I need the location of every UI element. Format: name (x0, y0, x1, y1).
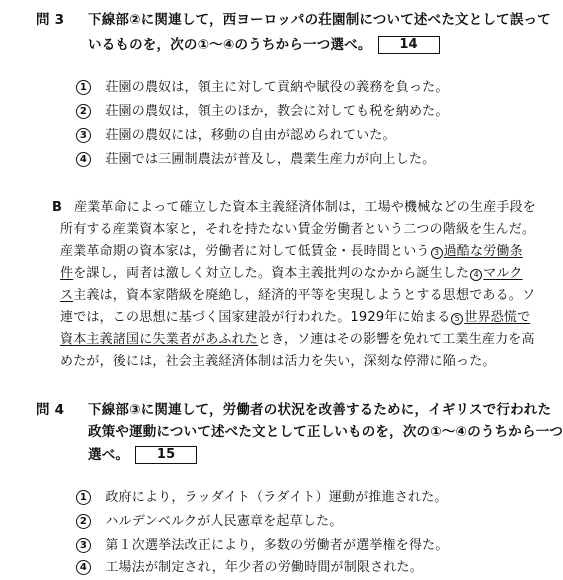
passage-line-4 (60, 266, 523, 282)
passage-line-7 (60, 332, 535, 348)
q3-option-4[interactable] (76, 152, 435, 168)
question-4-label: 問 4 (36, 402, 65, 418)
question-4-line-1: 下線部③に関連して，労働者の状況を改善するために，イギリスで行われた (88, 402, 552, 418)
q3-option-3[interactable] (76, 128, 396, 144)
option-number-4: 4 (76, 152, 91, 167)
passage-line-6-text: 連では，この思想に基づく国家建設が行われた。1929年に始まる (60, 310, 451, 325)
option-number-1: 1 (76, 80, 91, 95)
question-4-line-3 (88, 446, 197, 464)
passage-line-7-text: とき，ソ連はその影響を免れて工業生産力を高 (258, 332, 535, 347)
passage-line-3 (60, 244, 523, 260)
passage-line-2: 所有する産業資本家と，それを持たない賃金労働者という二つの階級を生んだ。 (60, 222, 536, 237)
underlined-phrase-5: 世界恐慌で (464, 310, 531, 325)
q3-option-2[interactable] (76, 104, 449, 120)
underlined-phrase-4: マルク (483, 266, 523, 281)
q3-option-1-text: 荘園の農奴は，領主に対して貢納や賦役の義務を負った。 (105, 80, 449, 95)
passage-line-4-text: を課し，両者は激しく対立した。資本主義批判のなかから誕生した (73, 266, 470, 281)
underlined-phrase-3-cont: 件 (60, 266, 74, 281)
passage-line-8: めたが，後には，社会主義経済体制は活力を失い，深刻な停滞に陥った。 (60, 354, 496, 369)
q4-option-4[interactable] (76, 560, 423, 576)
option-number-1: 1 (76, 490, 91, 505)
question-4-line-3-text: 選べ。 (88, 447, 130, 463)
q3-option-2-text: 荘園の農奴は，領主のほか，教会に対しても税を納めた。 (105, 104, 449, 119)
q4-option-3[interactable] (76, 538, 449, 554)
q3-option-1[interactable] (76, 80, 449, 96)
underline-marker-3: 3 (431, 247, 443, 259)
question-3-label: 問 3 (36, 12, 65, 28)
question-3-line-1: 下線部②に関連して，西ヨーロッパの荘園制について述べた文として誤って (88, 12, 551, 28)
answer-box-15[interactable]: 15 (135, 446, 197, 464)
question-3-line-2 (88, 36, 440, 54)
q4-option-2-text: ハルデンベルクが人民憲章を起草した。 (105, 514, 343, 529)
q3-option-4-text: 荘園では三圃制農法が普及し，農業生産力が向上した。 (105, 152, 436, 167)
answer-box-14[interactable]: 14 (378, 36, 440, 54)
question-4-line-2: 政策や運動について述べた文として正しいものを，次の①～④のうちから一つ (88, 424, 563, 440)
option-number-2: 2 (76, 104, 91, 119)
underline-marker-5: 5 (451, 313, 463, 325)
q4-option-3-text: 第１次選挙法改正により，多数の労働者が選挙権を得た。 (105, 538, 449, 553)
underlined-phrase-4-cont: ス (60, 288, 74, 303)
q4-option-1[interactable] (76, 490, 448, 506)
underline-marker-4: 4 (470, 269, 482, 281)
q4-option-2[interactable] (76, 514, 342, 530)
passage-line-5 (60, 288, 535, 304)
option-number-3: 3 (76, 538, 91, 553)
passage-line-6 (60, 310, 530, 326)
passage-line-5-text: 主義は，資本家階級を廃絶し，経済的平等を実現しようとする思想である。ソ (73, 288, 536, 303)
underlined-phrase-5-cont: 資本主義諸国に失業者があふれた (60, 332, 259, 347)
option-number-2: 2 (76, 514, 91, 529)
option-number-3: 3 (76, 128, 91, 143)
option-number-4: 4 (76, 560, 91, 575)
q3-option-3-text: 荘園の農奴には，移動の自由が認められていた。 (105, 128, 396, 143)
passage-line-1: 産業革命によって確立した資本主義経済体制は，工場や機械などの生産手段を (74, 200, 537, 215)
section-b-label: B (52, 200, 63, 215)
underlined-phrase-3: 過酷な労働条 (443, 244, 523, 259)
passage-line-3-text: 産業革命期の資本家は，労働者に対して低賃金・長時間という (60, 244, 430, 259)
q4-option-1-text: 政府により，ラッダイト（ラダイト）運動が推進された。 (105, 490, 448, 505)
question-3-line-2-text: いるものを，次の①～④のうちから一つ選べ。 (88, 37, 372, 53)
q4-option-4-text: 工場法が制定され，年少者の労働時間が制限された。 (105, 560, 423, 575)
